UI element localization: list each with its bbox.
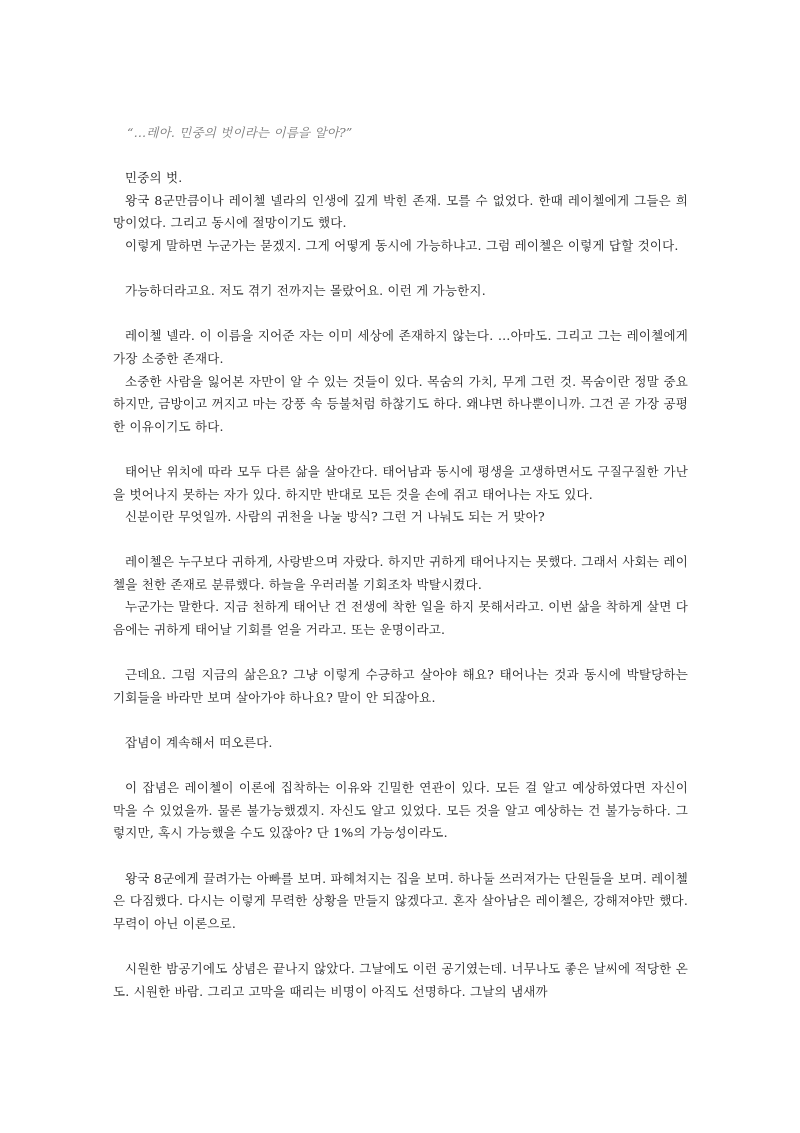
paragraph: 왕국 8군에게 끌려가는 아빠를 보며. 파헤쳐지는 집을 보며. 하나둘 쓰러져가는 단원들을 보며. 레이첼은 다짐했다. 다시는 이렇게 무력한 상황을 만들지 않겠다고. 혼자 살아남은 레이첼은, 강해져야만 했다. 무력이 아닌 이론으로. — [113, 870, 688, 931]
blank-line — [113, 529, 688, 552]
blank-line — [113, 438, 688, 461]
paragraph: 왕국 8군만큼이나 레이첼 넬라의 인생에 깊게 박힌 존재. 모를 수 없었다. 한때 레이첼에게 그들은 희망이었다. 그리고 동시에 절망이기도 했다. — [113, 192, 688, 231]
paragraph: 태어난 위치에 따라 모두 다른 삶을 살아간다. 태어남과 동시에 평생을 고생하면서도 구질구질한 가난을 벗어나지 못하는 자가 있다. 하지만 반대로 모든 것을 손에 쥐고 태어나는 자도 있다. — [113, 463, 688, 502]
opening-quote: “…레아. 민중의 벗이라는 이름을 알아?” — [127, 125, 353, 140]
paragraph: 시원한 밤공기에도 상념은 끝나지 않았다. 그날에도 이런 공기였는데. 너무나도 좋은 날씨에 적당한 온도. 시원한 바람. 그리고 고막을 때리는 비명이 아직도 선명하다. 그날의 냄새까 — [113, 960, 688, 999]
blank-line — [113, 935, 688, 958]
paragraph: 가능하더라고요. 저도 겪기 전까지는 몰랐어요. 이런 게 가능한지. — [125, 283, 486, 299]
paragraph: 이렇게 말하면 누군가는 묻겠지. 그게 어떻게 동시에 가능하냐고. 그럼 레이첼은 이렇게 답할 것이다. — [125, 237, 679, 253]
blank-line — [113, 303, 688, 326]
paragraph: 소중한 사람을 잃어본 자만이 알 수 있는 것들이 있다. 목숨의 가치, 무게 그런 것. 목숨이란 정말 중요하지만, 금방이고 꺼지고 마는 강풍 속 등불처럼 하찮기도 하다. 왜냐면 하나뿐이니까. 그건 곧 가장 공평한 이유이기도 하다. — [113, 373, 688, 434]
document-body — [113, 122, 688, 1003]
paragraph: 근데요. 그럼 지금의 삶은요? 그냥 이렇게 수긍하고 살아야 해요? 태어나는 것과 동시에 박탈당하는 기회들을 바라만 보며 살아가야 하나요? 말이 안 되잖아요. — [113, 667, 688, 705]
blank-line — [113, 642, 688, 665]
paragraph: 레이첼은 누구보다 귀하게, 사랑받으며 자랐다. 하지만 귀하게 태어나지는 못했다. 그래서 사회는 레이첼을 천한 존재로 분류했다. 하늘을 우러러볼 기회조차 박탈시켰다. — [113, 554, 688, 592]
blank-line — [113, 709, 688, 732]
blank-line — [113, 145, 688, 168]
paragraph: 레이첼 넬라. 이 이름을 지어준 자는 이미 세상에 존재하지 않는다. …아마도. 그리고 그는 레이첼에게 가장 소중한 존재다. — [113, 328, 688, 366]
paragraph: 누군가는 말한다. 지금 천하게 태어난 건 전생에 착한 일을 하지 못해서라고. 이번 삶을 착하게 살면 다음에는 귀하게 태어날 기회를 얻을 거라고. 또는 운명이라고. — [113, 599, 688, 638]
blank-line — [113, 845, 688, 868]
paragraph: 민중의 벗. — [125, 170, 183, 186]
blank-line — [113, 755, 688, 778]
blank-line — [113, 258, 688, 281]
paragraph: 이 잡념은 레이첼이 이론에 집착하는 이유와 긴밀한 연관이 있다. 모든 걸 알고 예상하였다면 자신이 막을 수 있었을까. 물론 불가능했겠지. 자신도 알고 있었다. 모든 것을 알고 예상하는 건 불가능하다. 그렇지만, 혹시 가능했을 수도 있잖아? 단 1%의 가능성이라도. — [113, 780, 688, 841]
paragraph: 잡념이 계속해서 떠오른다. — [125, 735, 273, 751]
paragraph: 신분이란 무엇일까. 사람의 귀천을 나눌 방식? 그런 거 나눠도 되는 거 맞아? — [125, 509, 545, 525]
